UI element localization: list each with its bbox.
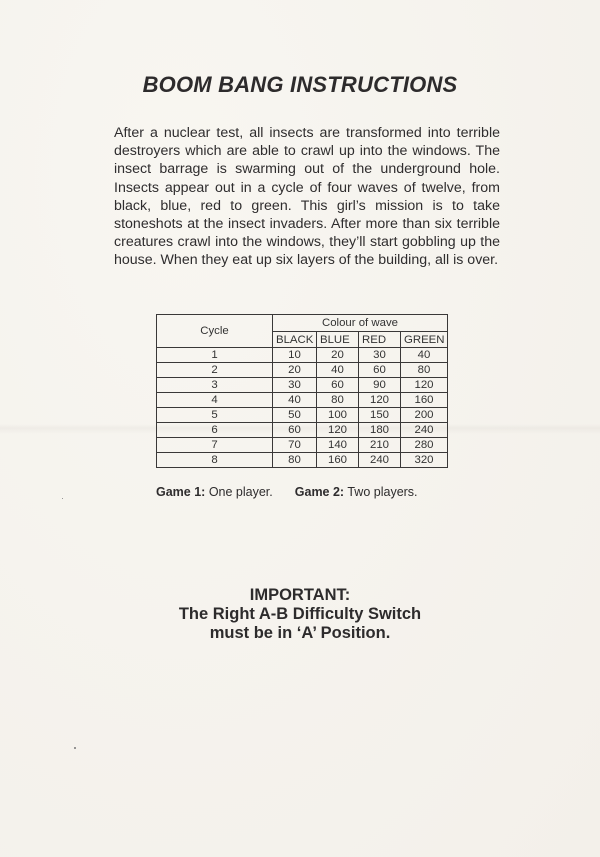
value-cell: 20 [317, 348, 359, 363]
table-row [157, 378, 448, 393]
value-cell: 80 [273, 453, 317, 468]
game-mode-2 [295, 485, 418, 499]
table-row [157, 423, 448, 438]
value-cell: 210 [359, 438, 401, 453]
page-title: BOOM BANG INSTRUCTIONS [142, 72, 458, 97]
value-cell: 80 [317, 393, 359, 408]
value-cell: 10 [273, 348, 317, 363]
value-cell: 120 [359, 393, 401, 408]
important-line-2: must be in ‘A’ Position. [209, 624, 391, 642]
value-cell: 90 [359, 378, 401, 393]
game-2-label: Game 2: [294, 485, 345, 499]
value-cell: 120 [401, 378, 448, 393]
table-row [157, 453, 448, 468]
cycle-cell: 7 [157, 438, 273, 453]
cycle-cell: 6 [157, 423, 273, 438]
cycle-cell: 8 [157, 453, 273, 468]
paper-speck [62, 498, 63, 499]
paper-speck [74, 747, 76, 749]
value-cell: 180 [359, 423, 401, 438]
value-cell: 20 [273, 363, 317, 378]
value-cell: 320 [401, 453, 448, 468]
cycle-cell: 5 [157, 408, 273, 423]
value-cell: 40 [317, 363, 359, 378]
game-mode-1 [156, 485, 273, 499]
value-cell: 140 [317, 438, 359, 453]
cycle-cell: 2 [157, 363, 273, 378]
value-cell: 240 [401, 423, 448, 438]
table-row [157, 363, 448, 378]
important-heading: IMPORTANT: [249, 586, 351, 604]
value-cell: 60 [359, 363, 401, 378]
wave-table [156, 314, 448, 468]
game-modes [156, 485, 418, 499]
important-notice [0, 586, 600, 643]
value-cell: 30 [273, 378, 317, 393]
intro-paragraph: After a nuclear test, all insects are transformed into terrible destroyers which are able to crawl up into the windows. The insect barrage is swarming out of the underground hole. Insects appear out in a cycle of four waves of twelve, from black, blue, red to green. This girl’s mission is to take stoneshots at the insect invaders. After more than six terrible creatures crawl into the windows, they’ll start gobbling up the house. When they eat up six layers of the building, all is over. [114, 125, 500, 269]
table-row [157, 348, 448, 363]
game-1-text: One player. [208, 485, 273, 499]
value-cell: 60 [273, 423, 317, 438]
value-cell: 50 [273, 408, 317, 423]
game-2-text: Two players. [347, 485, 418, 499]
cycle-cell: 3 [157, 378, 273, 393]
value-cell: 240 [359, 453, 401, 468]
value-cell: 160 [401, 393, 448, 408]
value-cell: 280 [401, 438, 448, 453]
value-cell: 150 [359, 408, 401, 423]
important-line-1: The Right A-B Difficulty Switch [178, 605, 422, 623]
colour-of-wave-header: Colour of wave [273, 315, 448, 332]
value-cell: 40 [401, 348, 448, 363]
cycle-cell: 4 [157, 393, 273, 408]
value-cell: 160 [317, 453, 359, 468]
table-row [157, 393, 448, 408]
value-cell: 60 [317, 378, 359, 393]
column-header-green: GREEN [401, 332, 448, 348]
column-header-red: RED [359, 332, 401, 348]
table-row [157, 438, 448, 453]
value-cell: 30 [359, 348, 401, 363]
value-cell: 200 [401, 408, 448, 423]
cycle-header: Cycle [157, 315, 273, 348]
table-row [157, 408, 448, 423]
column-header-black: BLACK [273, 332, 317, 348]
cycle-cell: 1 [157, 348, 273, 363]
game-1-label: Game 1: [156, 485, 206, 499]
value-cell: 70 [273, 438, 317, 453]
value-cell: 100 [317, 408, 359, 423]
value-cell: 80 [401, 363, 448, 378]
column-header-blue: BLUE [317, 332, 359, 348]
value-cell: 40 [273, 393, 317, 408]
value-cell: 120 [317, 423, 359, 438]
